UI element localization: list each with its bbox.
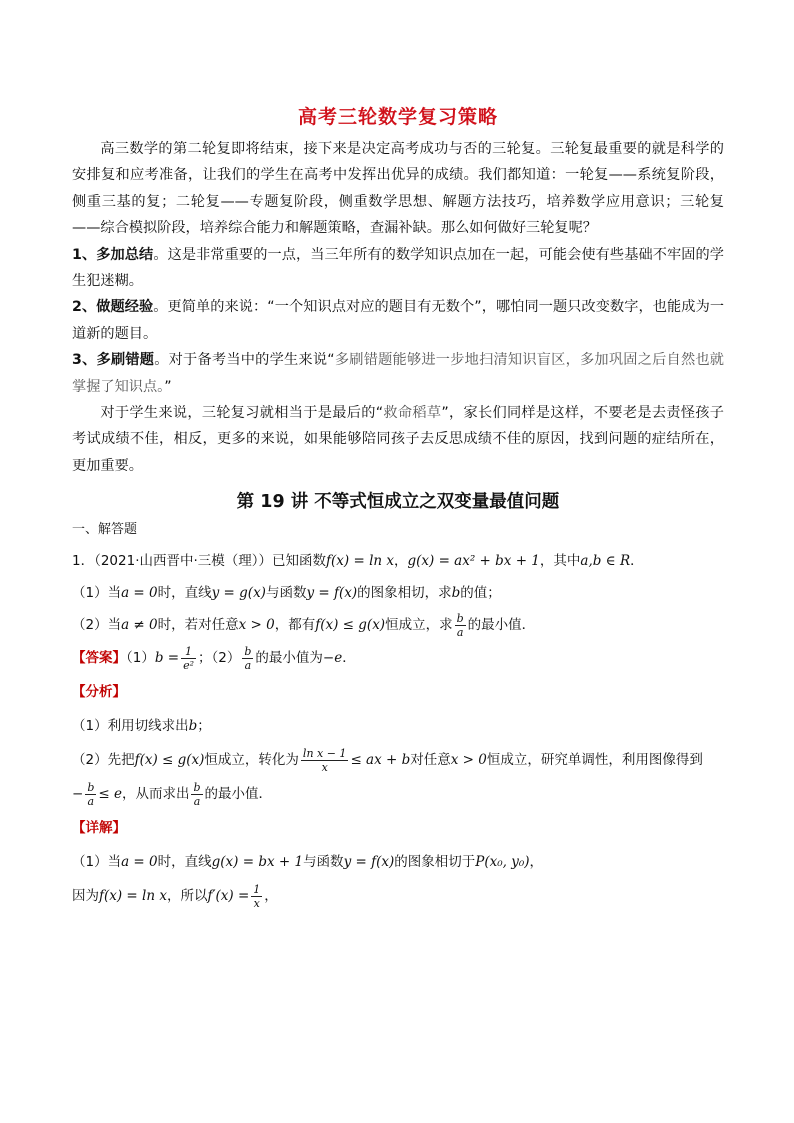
detail-line-1 <box>72 845 724 879</box>
part2-condition: a ≠ 0 <box>121 617 158 634</box>
detail-label: 【详解】 <box>72 820 126 837</box>
g-definition: g(x) = ax² + bx + 1 <box>407 553 540 570</box>
answer-b-fraction <box>181 645 196 672</box>
part1-text-e: 的值； <box>460 585 501 602</box>
analysis-3-num2: b <box>193 780 201 794</box>
detail-line-2 <box>72 879 724 913</box>
closing-paragraph <box>72 400 724 479</box>
analysis-2-x: x > 0 <box>450 752 487 769</box>
analysis-3-b: 的最小值． <box>204 786 272 803</box>
problem-statement <box>72 545 724 577</box>
part2-frac-num: b <box>456 611 464 625</box>
detail-label-line <box>72 811 724 845</box>
answer-b-num: 1 <box>181 645 196 659</box>
detail-1-d: 的图象相切于 <box>394 854 476 871</box>
analysis-label: 【分析】 <box>72 684 126 701</box>
tip-3-body-b: ” <box>164 378 172 395</box>
problem-part-1 <box>72 577 724 609</box>
answer-b-eq: b = <box>154 650 180 667</box>
detail-1-point: P(x₀, y₀) <box>475 854 530 871</box>
analysis-1-a: （1）利用切线求出 <box>72 718 189 735</box>
analysis-2-b: 恒成立，转化为 <box>204 752 299 769</box>
detail-2-f: f(x) = ln x <box>99 888 167 905</box>
part1-condition: a = 0 <box>121 585 158 602</box>
part1-text-c: 与函数 <box>265 585 307 602</box>
part2-domain: x > 0 <box>238 617 275 634</box>
part1-text-b: 时，直线 <box>157 585 212 602</box>
analysis-label-line <box>72 675 724 709</box>
analysis-2-d: 对任意 <box>410 752 451 769</box>
analysis-2-a: （2）先把 <box>72 752 135 769</box>
detail-2-num: 1 <box>253 882 261 896</box>
tip-1 <box>72 242 724 295</box>
analysis-3-neg: − <box>72 786 84 803</box>
part1-text-d: 的图象相切，求 <box>357 585 452 602</box>
tip-1-body: 。这是非常重要的一点，当三年所有的数学知识点加在一起，可能会使有些基础不牢固的学生犯迷糊。 <box>72 246 724 290</box>
answer-line <box>72 641 724 675</box>
lecture-title: 第 19 讲 不等式恒成立之双变量最值问题 <box>236 492 560 513</box>
detail-2-c: ， <box>264 888 278 905</box>
part1-line: y = g(x) <box>211 585 266 602</box>
analysis-line-2 <box>72 743 724 777</box>
part2-frac-den: a <box>456 625 464 639</box>
answer-part1: （1） <box>126 650 155 667</box>
detail-1-f: y = f(x) <box>343 854 395 871</box>
analysis-2-den: x <box>321 760 328 774</box>
analysis-2-ineq: f(x) ≤ g(x) <box>134 752 205 769</box>
tip-1-head: 1、多加总结 <box>72 246 154 263</box>
part1-text-a: （1）当 <box>72 585 122 602</box>
part2-text-a: （2）当 <box>72 617 122 634</box>
page-title: 高考三轮数学复习策略 <box>297 106 498 128</box>
part2-fraction <box>455 612 466 639</box>
closing-a: 对于学生来说，三轮复习就相当于是最后的“ <box>100 405 384 422</box>
tip-2-head: 2、做题经验 <box>72 299 154 316</box>
tip-3-body-a: 。对于备考当中的学生来说“ <box>154 352 335 369</box>
detail-1-g: g(x) = bx + 1 <box>211 854 304 871</box>
answer-label: 【答案】 <box>72 650 126 667</box>
analysis-2-c: ≤ ax + b <box>350 752 411 769</box>
analysis-3-den2: a <box>193 794 201 808</box>
analysis-3-den: a <box>87 794 95 808</box>
analysis-line-3 <box>72 777 724 811</box>
part2-inequality: f(x) ≤ g(x) <box>315 617 386 634</box>
problem-end: ． <box>630 553 644 570</box>
analysis-1-b: ； <box>197 718 211 735</box>
tip-2 <box>72 294 724 347</box>
document-content <box>72 104 724 913</box>
part2-text-e: 的最小值． <box>467 617 536 634</box>
detail-2-b: ，所以 <box>166 888 208 905</box>
analysis-3-a: ，从而求出 <box>121 786 190 803</box>
section-label: 一、解答题 <box>72 522 138 538</box>
part2-text-d: 恒成立，求 <box>385 617 453 634</box>
problem-sep2: ，其中 <box>539 553 581 570</box>
tip-3-head: 3、多刷错题 <box>72 352 155 369</box>
problem-part-2 <box>72 609 724 641</box>
detail-2-fraction <box>251 883 262 910</box>
part2-text-c: ，都有 <box>274 617 316 634</box>
analysis-line-1 <box>72 709 724 743</box>
analysis-3-fraction <box>85 781 96 808</box>
answer-min-value: −e <box>322 650 343 667</box>
answer-b-den: e² <box>183 658 195 672</box>
answer-ratio-fraction <box>242 645 253 672</box>
analysis-3-le: ≤ e <box>98 786 122 803</box>
part1-function: y = f(x) <box>306 585 358 602</box>
analysis-3-num: b <box>87 780 95 794</box>
closing-quote: 救命稻草 <box>383 405 442 422</box>
answer-mid: ；（2） <box>198 650 241 667</box>
tip-3-quote: 多刷错题能够进一步地扫清知识盲区，多加巩固之后自然也就掌握了知识点。 <box>72 352 724 395</box>
detail-1-cond: a = 0 <box>121 854 158 871</box>
intro-paragraph: 高三数学的第二轮复即将结束，接下来是决定高考成功与否的三轮复。三轮复最重要的就是科学的安排复和应考准备，让我们的学生在高考中发挥出优异的成绩。我们都知道：一轮复——系统复阶段，侧重三基的复；二轮复——专题复阶段，侧重数学思想、解题方法技巧，培养数学应用意识；三轮复——综合模拟阶段，培养综合能力和解题策略，查漏补缺。那么如何做好三轮复呢？ <box>72 141 724 237</box>
problem-prefix: 1．（2021·山西晋中·三模（理））已知函数 <box>72 553 327 570</box>
detail-2-a: 因为 <box>72 888 99 905</box>
detail-1-c: 与函数 <box>303 854 344 871</box>
analysis-2-e: 恒成立，研究单调性，利用图像得到 <box>486 752 703 769</box>
analysis-3-fraction-2 <box>191 781 202 808</box>
detail-1-b: 时，直线 <box>157 854 212 871</box>
problem-sep1: ， <box>394 553 408 570</box>
f-definition: f(x) = ln x <box>326 553 394 570</box>
detail-1-a: （1）当 <box>72 854 122 871</box>
detail-1-e: ， <box>529 854 543 871</box>
problem-domain: a,b ∈ R <box>580 553 631 570</box>
answer-end: ． <box>342 650 356 667</box>
answer-min-text: 的最小值为 <box>255 650 323 667</box>
closing-b: ”，家长们同样是这样，不要老是去责怪孩子考试成绩不佳，相反，更多的来说，如果能够陪同孩子去反思成绩不佳的原因，找到问题的症结所在，更加重要。 <box>72 405 724 474</box>
part2-text-b: 时，若对任意 <box>157 617 239 634</box>
answer-ratio-num: b <box>244 644 252 658</box>
analysis-2-num: ln x − 1 <box>302 746 347 760</box>
answer-ratio-den: a <box>244 658 252 672</box>
analysis-2-fraction <box>301 747 349 774</box>
detail-2-den: x <box>253 896 260 910</box>
analysis-1-var: b <box>188 718 198 735</box>
part1-variable: b <box>451 585 461 602</box>
detail-2-derivative: f′(x) = <box>207 888 250 905</box>
tip-3 <box>72 347 724 400</box>
tip-2-body: 。更简单的来说：“一个知识点对应的题目有无数个”，哪怕同一题只改变数字，也能成为一道新的题目。 <box>72 299 725 342</box>
